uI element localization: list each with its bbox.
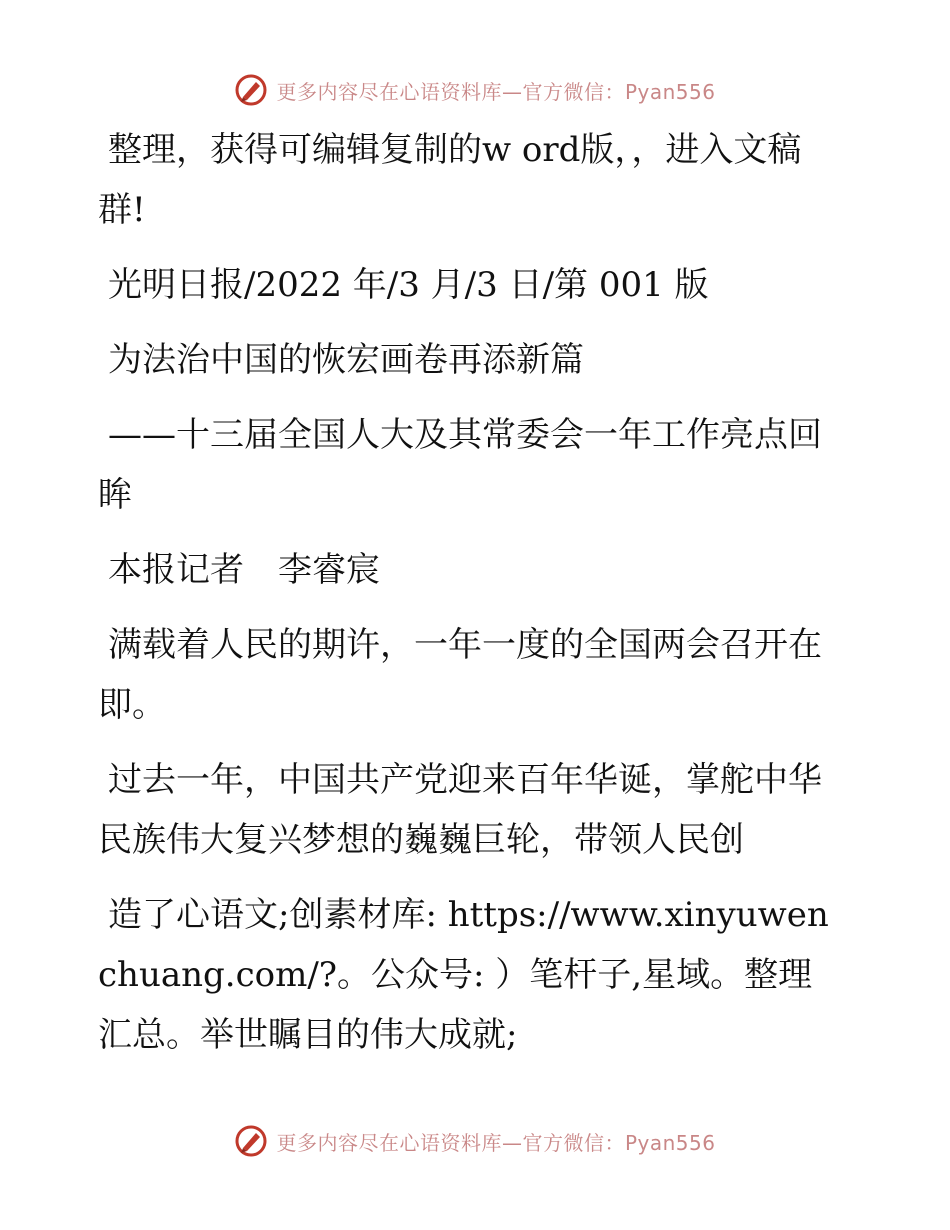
body-paragraph: 满载着人民的期许，一年一度的全国两会召开在即。 [98, 625, 822, 725]
document-body [98, 120, 834, 1080]
pen-seal-icon [234, 1124, 268, 1158]
intro-paragraph: 整理，获得可编辑复制的w ord版，，进入文稿群! [98, 130, 802, 230]
article-title: 为法治中国的恢宏画卷再添新篇 [108, 340, 584, 380]
article-subtitle: ——十三届全国人大及其常委会一年工作亮点回眸 [98, 415, 822, 515]
footer-watermark-banner [0, 1121, 950, 1161]
header-watermark-text: 更多内容尽在心语资料库—官方微信：Pyan556 [276, 79, 716, 104]
source-line: 光明日报/2022 年/3 月/3 日/第 001 版 [108, 265, 709, 305]
header-watermark-banner [0, 70, 950, 110]
footer-watermark-text: 更多内容尽在心语资料库—官方微信：Pyan556 [276, 1130, 716, 1155]
byline: 本报记者 李睿宸 [108, 550, 380, 590]
pen-seal-icon [234, 73, 268, 107]
body-paragraph: 过去一年，中国共产党迎来百年华诞，掌舵中华民族伟大复兴梦想的巍巍巨轮，带领人民创 [98, 760, 822, 860]
body-paragraph: 造了心语文;创素材库: https://www.xinyuwenchuang.com/?。公众号: ）笔杆子,星域。整理汇总。举世瞩目的伟大成就; [98, 895, 829, 1055]
